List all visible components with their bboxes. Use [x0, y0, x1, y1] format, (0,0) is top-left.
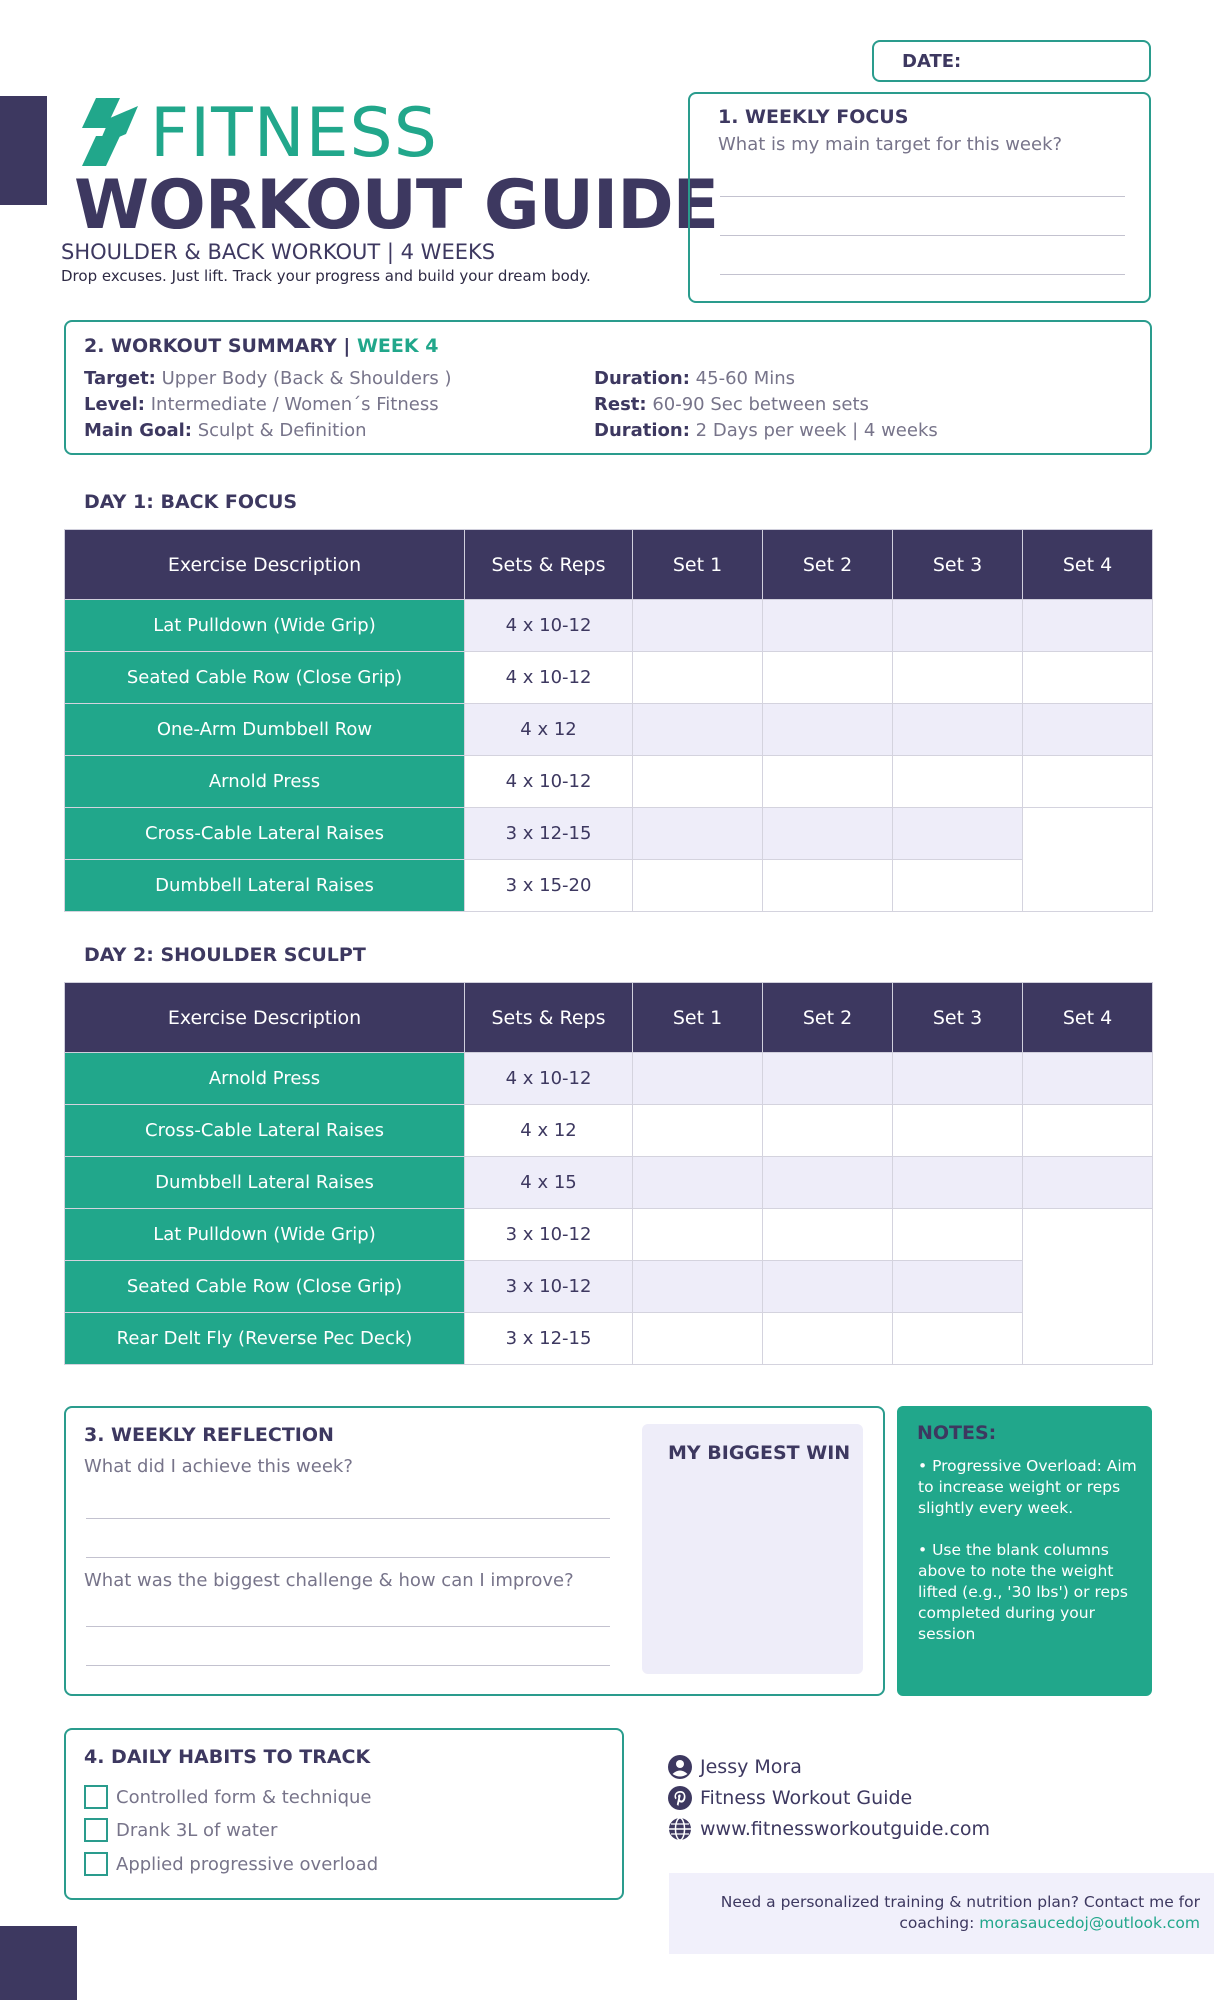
sets-reps: 4 x 12: [465, 1105, 633, 1157]
habit-checkbox[interactable]: [84, 1818, 108, 1842]
set-cell[interactable]: [763, 652, 893, 704]
set-cell[interactable]: [633, 1105, 763, 1157]
table-row: [65, 1053, 1153, 1105]
contact-name: [668, 1755, 802, 1779]
habit-checkbox[interactable]: [84, 1852, 108, 1876]
weekly-focus-box: [688, 92, 1151, 303]
set-cell[interactable]: [763, 1053, 893, 1105]
writing-line[interactable]: [86, 1626, 610, 1627]
table-row: [65, 652, 1153, 704]
set-cell[interactable]: [633, 756, 763, 808]
set-cell[interactable]: [893, 756, 1023, 808]
exercise-name: Cross-Cable Lateral Raises: [65, 808, 465, 860]
writing-line[interactable]: [86, 1557, 610, 1558]
writing-line[interactable]: [720, 274, 1125, 275]
table-row: [65, 808, 1153, 860]
exercise-name: Dumbbell Lateral Raises: [65, 860, 465, 912]
set-cell[interactable]: [763, 1105, 893, 1157]
col-exercise: Exercise Description: [65, 530, 465, 600]
exercise-name: Dumbbell Lateral Raises: [65, 1157, 465, 1209]
table-row: [65, 860, 1153, 912]
set-cell[interactable]: [1023, 1157, 1153, 1209]
set-cell[interactable]: [633, 1209, 763, 1261]
contact-website[interactable]: [668, 1817, 990, 1841]
decorative-bar-bottom: [0, 1926, 77, 2000]
writing-line[interactable]: [86, 1518, 610, 1519]
pinterest-icon: [668, 1786, 692, 1810]
set-cell[interactable]: [1023, 756, 1153, 808]
set-cell[interactable]: [633, 600, 763, 652]
col-set1: Set 1: [633, 530, 763, 600]
weekly-focus-heading: 1. WEEKLY FOCUS: [718, 106, 909, 128]
set-cell[interactable]: [763, 1209, 893, 1261]
table-row: [65, 600, 1153, 652]
table-row: [65, 704, 1153, 756]
habits-heading: 4. DAILY HABITS TO TRACK: [84, 1746, 371, 1768]
day2-table: [64, 982, 1153, 1365]
summary-frequency: Duration: 2 Days per week | 4 weeks: [594, 420, 938, 441]
set-cell[interactable]: [633, 1157, 763, 1209]
set-cell[interactable]: [633, 1261, 763, 1313]
set-cell[interactable]: [763, 600, 893, 652]
summary-week: WEEK 4: [356, 335, 439, 357]
exercise-name: Seated Cable Row (Close Grip): [65, 1261, 465, 1313]
set-cell[interactable]: [763, 704, 893, 756]
day1-table: [64, 529, 1153, 912]
set-cell[interactable]: [1023, 600, 1153, 652]
title-fitness: FITNESS: [150, 94, 438, 173]
decorative-bar-top: [0, 96, 47, 205]
set-cell[interactable]: [893, 1053, 1023, 1105]
set-cell[interactable]: [893, 1313, 1023, 1365]
day1-heading: DAY 1: BACK FOCUS: [84, 491, 298, 513]
sets-reps: 4 x 10-12: [465, 652, 633, 704]
habit-item: [84, 1817, 277, 1843]
set-cell[interactable]: [893, 808, 1023, 860]
exercise-name: One-Arm Dumbbell Row: [65, 704, 465, 756]
globe-icon: [668, 1817, 692, 1841]
exercise-name: Lat Pulldown (Wide Grip): [65, 600, 465, 652]
table-row: [65, 1313, 1153, 1365]
tagline: Drop excuses. Just lift. Track your progress and build your dream body.: [61, 267, 591, 285]
col-sets-reps: Sets & Reps: [465, 530, 633, 600]
col-exercise: Exercise Description: [65, 983, 465, 1053]
set-cell[interactable]: [633, 860, 763, 912]
habit-label: Controlled form & technique: [116, 1786, 372, 1808]
set-cell[interactable]: [633, 704, 763, 756]
writing-line[interactable]: [86, 1665, 610, 1666]
table-header-row: [65, 530, 1153, 600]
summary-main-goal: Main Goal: Sculpt & Definition: [84, 420, 367, 441]
set-cell[interactable]: [893, 704, 1023, 756]
biggest-win-box[interactable]: [642, 1424, 863, 1674]
sets-reps: 4 x 10-12: [465, 1053, 633, 1105]
date-label: DATE:: [902, 51, 962, 72]
pinterest-link[interactable]: Fitness Workout Guide: [700, 1787, 913, 1809]
habit-label: Drank 3L of water: [116, 1819, 278, 1841]
set-cell[interactable]: [1023, 808, 1153, 912]
col-set3: Set 3: [893, 983, 1023, 1053]
set-cell[interactable]: [893, 652, 1023, 704]
set-cell[interactable]: [763, 808, 893, 860]
reflection-question-2: What was the biggest challenge & how can I improve?: [84, 1570, 574, 1591]
habit-checkbox[interactable]: [84, 1785, 108, 1809]
exercise-name: Rear Delt Fly (Reverse Pec Deck): [65, 1313, 465, 1365]
biggest-win-title: MY BIGGEST WIN: [668, 1442, 851, 1464]
set-cell[interactable]: [633, 1053, 763, 1105]
set-cell[interactable]: [893, 860, 1023, 912]
coaching-text: Need a personalized training & nutrition plan? Contact me for coaching: morasaucedoj@outlook.com: [720, 1893, 1200, 1932]
sets-reps: 3 x 10-12: [465, 1209, 633, 1261]
notes-title: NOTES:: [917, 1422, 997, 1444]
set-cell[interactable]: [763, 1261, 893, 1313]
sets-reps: 3 x 15-20: [465, 860, 633, 912]
notes-box: [897, 1406, 1152, 1696]
subtitle: SHOULDER & BACK WORKOUT | 4 WEEKS: [61, 240, 496, 264]
exercise-name: Arnold Press: [65, 1053, 465, 1105]
sets-reps: 4 x 12: [465, 704, 633, 756]
writing-line[interactable]: [720, 235, 1125, 236]
set-cell[interactable]: [633, 652, 763, 704]
set-cell[interactable]: [763, 1313, 893, 1365]
table-row: [65, 1209, 1153, 1261]
col-set2: Set 2: [763, 983, 893, 1053]
sets-reps: 3 x 10-12: [465, 1261, 633, 1313]
set-cell[interactable]: [633, 808, 763, 860]
workout-summary-box: [64, 320, 1152, 455]
writing-line[interactable]: [720, 196, 1125, 197]
weekly-focus-question: What is my main target for this week?: [718, 134, 1063, 155]
title-workout-guide: WORKOUT GUIDE: [74, 166, 719, 245]
set-cell[interactable]: [893, 1209, 1023, 1261]
reflection-heading: 3. WEEKLY REFLECTION: [84, 1424, 334, 1446]
note-item: • Progressive Overload: Aim to increase weight or reps slightly every week.: [918, 1457, 1137, 1517]
col-set2: Set 2: [763, 530, 893, 600]
col-set4: Set 4: [1023, 983, 1153, 1053]
sets-reps: 4 x 10-12: [465, 600, 633, 652]
sets-reps: 3 x 12-15: [465, 1313, 633, 1365]
note-item: • Use the blank columns above to note the weight lifted (e.g., '30 lbs') or reps completed during your session: [918, 1541, 1128, 1643]
contact-pinterest[interactable]: [668, 1786, 912, 1810]
website-link[interactable]: www.fitnessworkoutguide.com: [700, 1818, 991, 1840]
col-set3: Set 3: [893, 530, 1023, 600]
table-row: [65, 756, 1153, 808]
summary-duration: Duration: 45-60 Mins: [594, 368, 796, 389]
set-cell[interactable]: [1023, 1053, 1153, 1105]
day2-heading: DAY 2: SHOULDER SCULPT: [84, 944, 366, 966]
habit-label: Applied progressive overload: [116, 1853, 379, 1875]
weekly-reflection-box: [64, 1406, 885, 1696]
set-cell[interactable]: [893, 1105, 1023, 1157]
set-cell[interactable]: [1023, 704, 1153, 756]
set-cell[interactable]: [1023, 1209, 1153, 1365]
coaching-banner: [669, 1873, 1214, 1954]
daily-habits-box: [64, 1728, 624, 1900]
date-field[interactable]: [872, 40, 1151, 82]
table-header-row: [65, 983, 1153, 1053]
user-icon: [668, 1755, 692, 1779]
table-row: [65, 1157, 1153, 1209]
fitness-logo-icon: [76, 98, 142, 166]
habit-item: [84, 1851, 378, 1877]
col-set4: Set 4: [1023, 530, 1153, 600]
col-sets-reps: Sets & Reps: [465, 983, 633, 1053]
set-cell[interactable]: [763, 1157, 893, 1209]
sets-reps: 4 x 15: [465, 1157, 633, 1209]
summary-heading: 2. WORKOUT SUMMARY | WEEK 4: [84, 335, 439, 357]
contact-name-text: Jessy Mora: [700, 1756, 802, 1778]
set-cell[interactable]: [893, 600, 1023, 652]
summary-rest: Rest: 60-90 Sec between sets: [594, 394, 869, 415]
table-row: [65, 1261, 1153, 1313]
exercise-name: Cross-Cable Lateral Raises: [65, 1105, 465, 1157]
exercise-name: Seated Cable Row (Close Grip): [65, 652, 465, 704]
exercise-name: Lat Pulldown (Wide Grip): [65, 1209, 465, 1261]
set-cell[interactable]: [1023, 1105, 1153, 1157]
set-cell[interactable]: [633, 1313, 763, 1365]
set-cell[interactable]: [763, 860, 893, 912]
sets-reps: 4 x 10-12: [465, 756, 633, 808]
coaching-email-link[interactable]: morasaucedoj@outlook.com: [979, 1914, 1200, 1932]
set-cell[interactable]: [1023, 652, 1153, 704]
table-row: [65, 1105, 1153, 1157]
sets-reps: 3 x 12-15: [465, 808, 633, 860]
set-cell[interactable]: [763, 756, 893, 808]
exercise-name: Arnold Press: [65, 756, 465, 808]
set-cell[interactable]: [893, 1157, 1023, 1209]
habit-item: [84, 1784, 372, 1810]
summary-level: Level: Intermediate / Women´s Fitness: [84, 394, 439, 415]
summary-target: Target: Upper Body (Back & Shoulders ): [84, 368, 452, 389]
set-cell[interactable]: [893, 1261, 1023, 1313]
col-set1: Set 1: [633, 983, 763, 1053]
reflection-question-1: What did I achieve this week?: [84, 1456, 353, 1477]
